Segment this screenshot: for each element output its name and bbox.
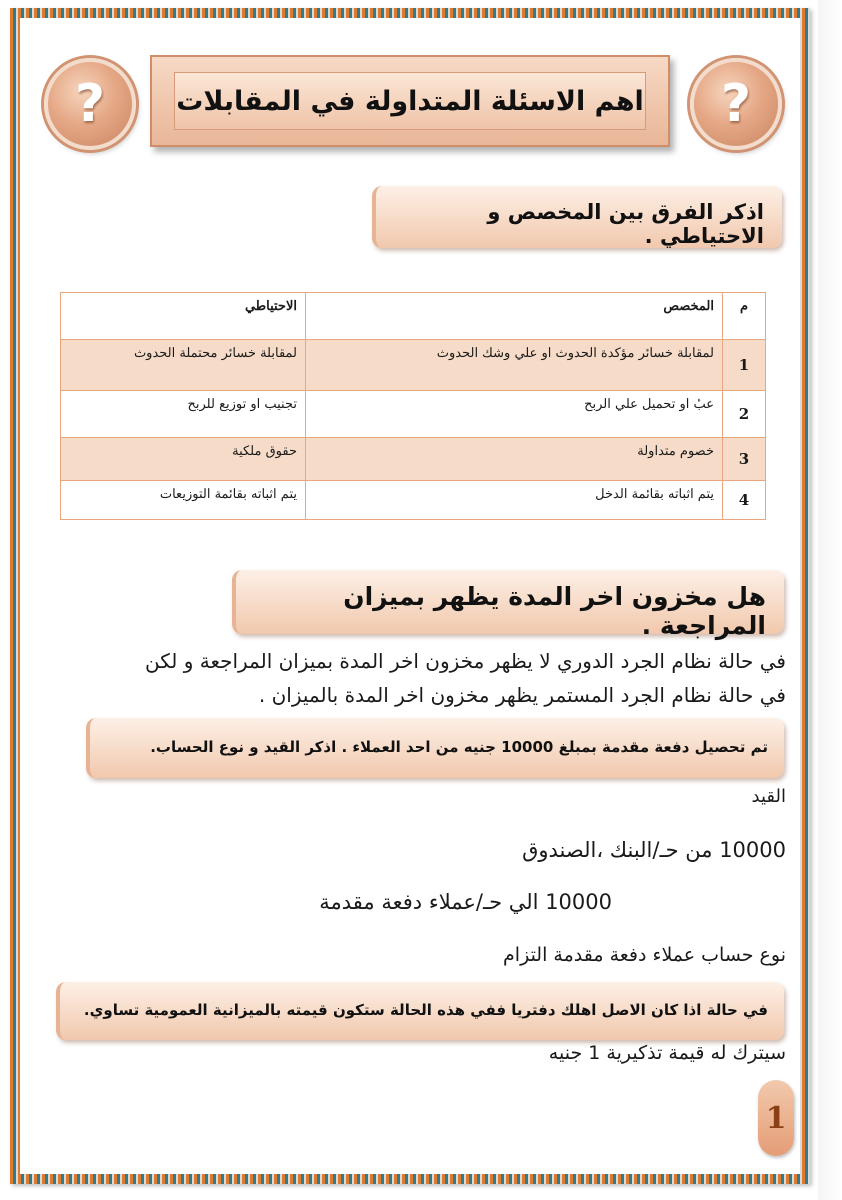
reserve-cell: تجنيب او توزيع للربح — [61, 391, 306, 438]
question-4-answer: سيترك له قيمة تذكيرية 1 جنيه — [548, 1042, 786, 1064]
question-glyph: ? — [74, 74, 106, 134]
row-number: 2 — [723, 391, 766, 438]
table-row — [61, 340, 766, 391]
col-header-number: م — [723, 293, 766, 340]
answer-line: في حالة نظام الجرد الدوري لا يظهر مخزون اخر المدة بميزان المراجعة و لكن — [144, 649, 786, 673]
row-number: 3 — [723, 438, 766, 481]
page-edge-shade — [818, 0, 842, 1200]
row-number: 4 — [723, 481, 766, 520]
account-type-answer: نوع حساب عملاء دفعة مقدمة التزام — [503, 944, 786, 966]
provision-cell: لمقابلة خسائر مؤكدة الحدوث او علي وشك الحدوث — [306, 340, 723, 391]
question-mark-icon-left — [44, 58, 136, 150]
question-4-heading: في حالة اذا كان الاصل اهلك دفتريا ففي هذه الحالة ستكون قيمته بالميزانية العمومية تساوي. — [56, 982, 784, 1040]
provision-cell: خصوم متداولة — [306, 438, 723, 481]
title-banner — [150, 55, 670, 147]
question-2-answer — [26, 644, 786, 712]
question-3-heading: تم تحصيل دفعة مقدمة بمبلغ 10000 جنيه من احد العملاء . اذكر القيد و نوع الحساب. — [86, 718, 784, 778]
page-number-badge: 1 — [758, 1080, 794, 1156]
journal-entry-credit: 10000 الي حـ/عملاء دفعة مقدمة — [319, 890, 612, 914]
table-row — [61, 391, 766, 438]
col-header-reserve: الاحتياطي — [61, 293, 306, 340]
question-mark-icon-right — [690, 58, 782, 150]
comparison-table — [60, 292, 766, 520]
journal-entry-label: القيد — [751, 786, 786, 807]
table-header-row — [61, 293, 766, 340]
row-number: 1 — [723, 340, 766, 391]
col-header-provision: المخصص — [306, 293, 723, 340]
question-glyph: ? — [720, 74, 752, 134]
reserve-cell: حقوق ملكية — [61, 438, 306, 481]
reserve-cell: لمقابلة خسائر محتملة الحدوث — [61, 340, 306, 391]
journal-entry-debit: 10000 من حـ/البنك ،الصندوق — [522, 838, 786, 862]
question-1-heading: اذكر الفرق بين المخصص و الاحتياطي . — [372, 186, 782, 248]
reserve-cell: يتم اثباته بقائمة التوزيعات — [61, 481, 306, 520]
page-title: اهم الاسئلة المتداولة في المقابلات — [174, 72, 646, 130]
provision-cell: عبٔ او تحميل علي الربح — [306, 391, 723, 438]
table-row — [61, 438, 766, 481]
provision-cell: يتم اثباته بقائمة الدخل — [306, 481, 723, 520]
answer-line: في حالة نظام الجرد المستمر يظهر مخزون اخر المدة بالميزان . — [258, 683, 786, 707]
table-row — [61, 481, 766, 520]
question-2-heading: هل مخزون اخر المدة يظهر بميزان المراجعة . — [232, 570, 784, 634]
